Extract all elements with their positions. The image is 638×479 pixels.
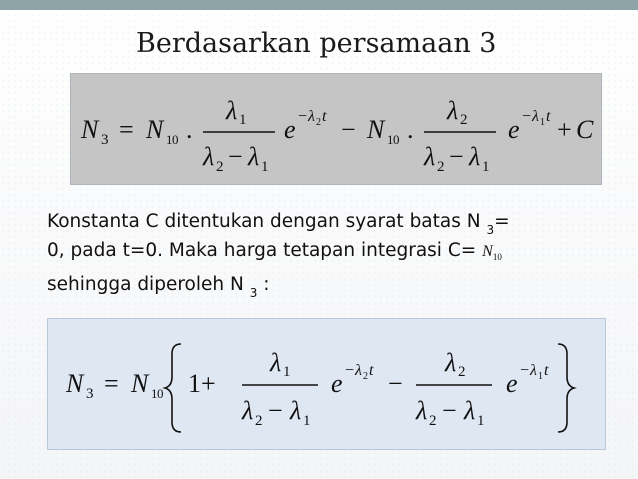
- svg-text:λ: λ: [416, 396, 428, 425]
- svg-text:λ: λ: [447, 96, 459, 125]
- svg-text:1: 1: [166, 132, 173, 147]
- svg-text:t: t: [546, 108, 551, 125]
- svg-text:1: 1: [482, 159, 490, 175]
- svg-text:−: −: [341, 115, 356, 144]
- svg-text:λ: λ: [355, 362, 362, 379]
- svg-text:−: −: [388, 369, 403, 398]
- svg-text:λ: λ: [203, 142, 215, 171]
- svg-text:N: N: [367, 115, 385, 144]
- svg-text:0: 0: [172, 132, 179, 147]
- svg-text:−: −: [268, 396, 283, 425]
- svg-text:λ: λ: [248, 142, 260, 171]
- svg-text:λ: λ: [530, 362, 537, 379]
- svg-text:N: N: [146, 115, 164, 144]
- para-line-3: sehingga diperoleh N: [47, 274, 250, 296]
- svg-text:N: N: [131, 369, 149, 398]
- svg-text:0: 0: [157, 386, 164, 401]
- svg-text:−: −: [228, 142, 243, 171]
- svg-text:λ: λ: [445, 348, 457, 377]
- svg-text:2: 2: [316, 117, 321, 128]
- svg-text:2: 2: [363, 371, 368, 382]
- svg-text:λ: λ: [270, 348, 282, 377]
- svg-text:+: +: [557, 115, 572, 144]
- svg-text:t: t: [544, 362, 549, 379]
- svg-text:λ: λ: [242, 396, 254, 425]
- n10-symbol: $N_{10}$: [482, 243, 502, 263]
- equation-1: [71, 74, 601, 184]
- svg-text:3: 3: [86, 386, 94, 402]
- svg-text:=: =: [119, 115, 134, 144]
- equation-box-2: [47, 318, 606, 450]
- svg-text:λ: λ: [532, 108, 539, 125]
- svg-text:2: 2: [437, 159, 445, 175]
- svg-text:λ: λ: [464, 396, 476, 425]
- svg-text:.: .: [407, 115, 414, 144]
- svg-text:2: 2: [458, 364, 466, 380]
- svg-text:N: N: [66, 369, 84, 398]
- svg-text:λ: λ: [469, 142, 481, 171]
- svg-text:1: 1: [283, 364, 291, 380]
- svg-text:1: 1: [239, 112, 247, 128]
- svg-text:1: 1: [477, 413, 485, 429]
- para-line-2: 0, pada t=0. Maka harga tetapan integrasi C=: [47, 240, 477, 261]
- svg-text:−: −: [520, 362, 530, 379]
- eq1-N3: N: [81, 115, 99, 144]
- svg-text:=: =: [104, 369, 119, 398]
- svg-text:1: 1: [303, 413, 311, 429]
- svg-text:2: 2: [216, 159, 224, 175]
- svg-text:t: t: [369, 362, 374, 379]
- svg-text:1: 1: [151, 386, 158, 401]
- svg-text:λ: λ: [226, 96, 238, 125]
- svg-text:e: e: [284, 115, 296, 144]
- svg-text:.: .: [186, 115, 193, 144]
- svg-text:1: 1: [538, 371, 543, 382]
- svg-text:e: e: [506, 369, 518, 398]
- svg-text:2: 2: [429, 413, 437, 429]
- svg-text:−: −: [522, 108, 532, 125]
- svg-text:λ: λ: [290, 396, 302, 425]
- body-paragraph: Konstanta C ditentukan dengan syarat batas N $_3$= 0, pada t=0. Maka harga tetapan integrasi $C= N_{10}$ sehingga diperoleh N $_3$ :: [47, 211, 510, 301]
- para-line-1: Konstanta C ditentukan dengan syarat batas N: [47, 211, 487, 232]
- svg-text:3: 3: [101, 132, 109, 148]
- svg-text:2: 2: [255, 413, 263, 429]
- equation-2: [48, 319, 605, 449]
- equation-box-1: [70, 73, 602, 185]
- svg-text:−: −: [442, 396, 457, 425]
- top-decoration-bar: [0, 0, 638, 10]
- svg-text:0: 0: [393, 132, 400, 147]
- svg-text:1+: 1+: [188, 369, 216, 398]
- svg-text:−: −: [345, 362, 355, 379]
- svg-text:2: 2: [460, 112, 468, 128]
- svg-text:λ: λ: [308, 108, 315, 125]
- svg-text:C: C: [576, 115, 594, 144]
- slide-title: Berdasarkan persamaan 3: [136, 28, 497, 59]
- svg-text:1: 1: [261, 159, 269, 175]
- svg-text:t: t: [322, 108, 327, 125]
- svg-text:e: e: [508, 115, 520, 144]
- svg-text:−: −: [298, 108, 308, 125]
- svg-text:λ: λ: [424, 142, 436, 171]
- svg-text:1: 1: [387, 132, 394, 147]
- svg-text:−: −: [449, 142, 464, 171]
- svg-text:1: 1: [540, 117, 545, 128]
- svg-text:e: e: [331, 369, 343, 398]
